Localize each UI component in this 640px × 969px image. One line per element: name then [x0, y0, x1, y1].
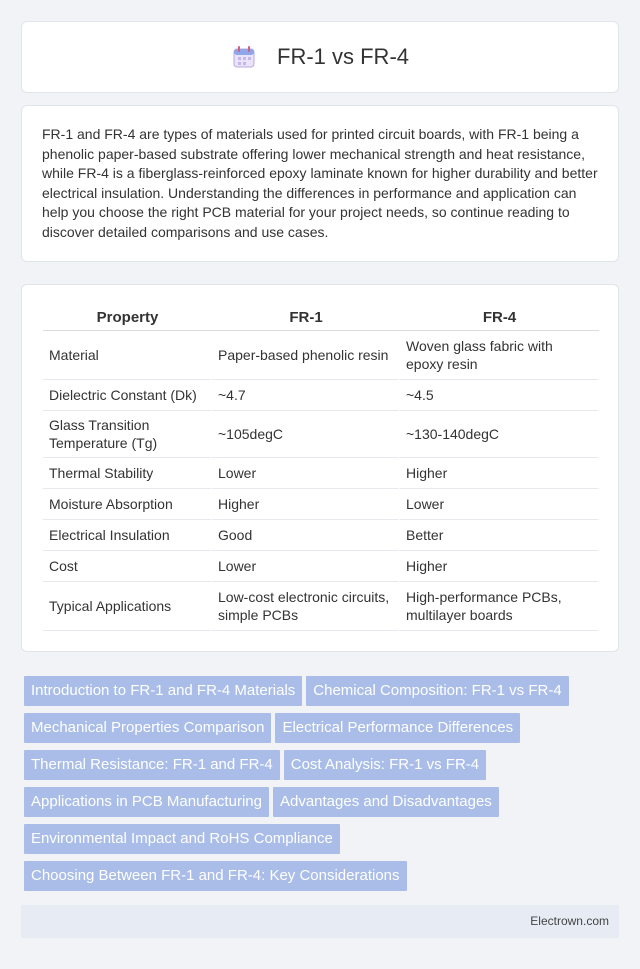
cell-property: Typical Applications — [43, 582, 212, 631]
cell-property: Electrical Insulation — [43, 520, 212, 551]
intro-text: FR-1 and FR-4 are types of materials used for printed circuit boards, with FR-1 being a phenolic paper-based substrate offering lower mechanical strength and heat resistance, while FR-4 is a fiberglass-reinforced epoxy laminate known for higher durability and better electrical insulation. Understanding the differences in performance and application can help you choose the right PCB material for your project needs, so continue reading to discover detailed comparisons and use cases. — [42, 126, 598, 240]
header-property: Property — [43, 305, 212, 331]
calendar-icon — [231, 44, 257, 70]
cell-property: Moisture Absorption — [43, 489, 212, 520]
table-row — [43, 551, 599, 582]
cell-fr1: Higher — [212, 489, 400, 520]
table-header-row — [43, 305, 599, 331]
intro-card — [21, 105, 619, 262]
cell-fr1: Good — [212, 520, 400, 551]
topic-link-cost-analysis[interactable]: Cost Analysis: FR-1 vs FR-4 — [284, 750, 486, 780]
cell-fr4: Higher — [400, 458, 599, 489]
cell-fr1: Lower — [212, 458, 400, 489]
cell-fr4: Lower — [400, 489, 599, 520]
cell-fr1: Paper-based phenolic resin — [212, 331, 400, 380]
topic-link-environmental-impact[interactable]: Environmental Impact and RoHS Compliance — [24, 824, 340, 854]
table-row — [43, 380, 599, 411]
title-card — [21, 21, 619, 93]
cell-fr4: High-performance PCBs, multilayer boards — [400, 582, 599, 631]
topic-link-chemical-composition[interactable]: Chemical Composition: FR-1 vs FR-4 — [306, 676, 568, 706]
cell-fr4: ~130-140degC — [400, 411, 599, 458]
topic-link-introduction[interactable]: Introduction to FR-1 and FR-4 Materials — [24, 676, 302, 706]
comparison-table — [43, 305, 599, 631]
topic-link-electrical-performance[interactable]: Electrical Performance Differences — [275, 713, 520, 743]
cell-property: Cost — [43, 551, 212, 582]
table-row — [43, 520, 599, 551]
cell-property: Dielectric Constant (Dk) — [43, 380, 212, 411]
table-row — [43, 331, 599, 380]
cell-fr1: Low-cost electronic circuits, simple PCBs — [212, 582, 400, 631]
cell-fr4: ~4.5 — [400, 380, 599, 411]
header-fr4: FR-4 — [400, 305, 599, 331]
topic-link-applications[interactable]: Applications in PCB Manufacturing — [24, 787, 269, 817]
page-title: FR-1 vs FR-4 — [277, 44, 409, 69]
cell-property: Glass Transition Temperature (Tg) — [43, 411, 212, 458]
topic-link-advantages[interactable]: Advantages and Disadvantages — [273, 787, 499, 817]
header-fr1: FR-1 — [212, 305, 400, 331]
cell-fr1: ~4.7 — [212, 380, 400, 411]
table-row — [43, 489, 599, 520]
footer — [21, 905, 619, 938]
footer-source[interactable]: Electrown.com — [530, 914, 609, 928]
cell-fr1: Lower — [212, 551, 400, 582]
topic-links — [24, 676, 604, 898]
cell-fr1: ~105degC — [212, 411, 400, 458]
topic-link-choosing[interactable]: Choosing Between FR-1 and FR-4: Key Considerations — [24, 861, 407, 891]
cell-fr4: Higher — [400, 551, 599, 582]
table-row — [43, 411, 599, 458]
comparison-table-card — [21, 284, 619, 652]
topic-link-mechanical-properties[interactable]: Mechanical Properties Comparison — [24, 713, 271, 743]
cell-property: Material — [43, 331, 212, 380]
table-row — [43, 458, 599, 489]
cell-fr4: Woven glass fabric with epoxy resin — [400, 331, 599, 380]
cell-property: Thermal Stability — [43, 458, 212, 489]
topic-link-thermal-resistance[interactable]: Thermal Resistance: FR-1 and FR-4 — [24, 750, 280, 780]
table-row — [43, 582, 599, 631]
cell-fr4: Better — [400, 520, 599, 551]
